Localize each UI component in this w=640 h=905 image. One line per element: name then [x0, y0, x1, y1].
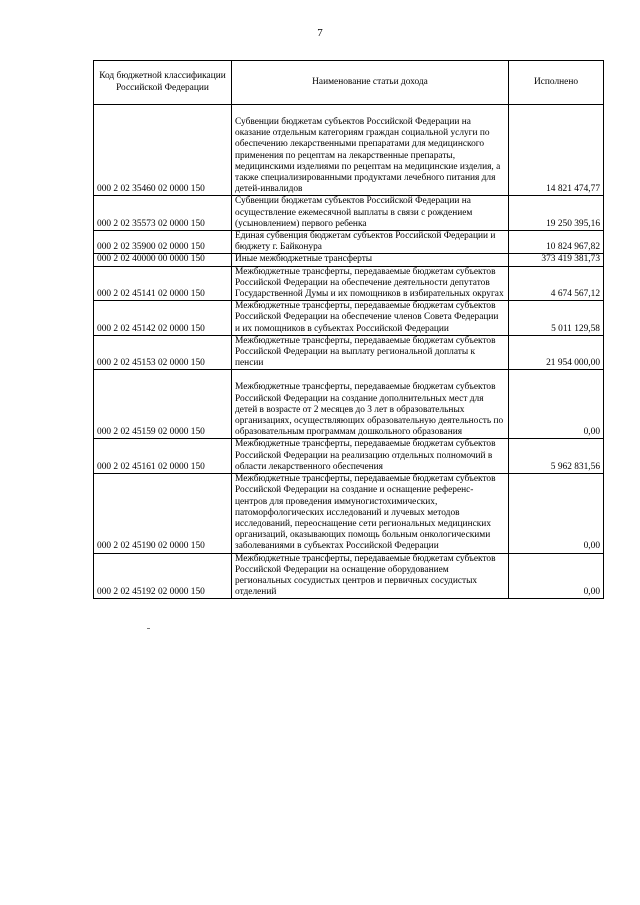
row-name: Межбюджетные трансферты, передаваемые бюджетам субъектов Российской Федерации на обеспечение деятельности депутатов Государственной Думы и их помощников в избирательных округах [232, 266, 509, 301]
row-code: 000 2 02 35460 02 0000 150 [94, 105, 232, 196]
row-name: Межбюджетные трансферты, передаваемые бюджетам субъектов Российской Федерации на обеспечение членов Совета Федерации и их помощников в субъектах Российской Федерации [232, 301, 509, 336]
table-row [94, 105, 604, 196]
table-row [94, 231, 604, 254]
row-code: 000 2 02 45159 02 0000 150 [94, 370, 232, 439]
row-amount: 10 824 967,82 [509, 231, 604, 254]
row-code: 000 2 02 45141 02 0000 150 [94, 266, 232, 301]
table-row [94, 335, 604, 370]
row-name: Межбюджетные трансферты, передаваемые бюджетам субъектов Российской Федерации на реализацию отдельных полномочий в области лекарственного обеспечения [232, 439, 509, 474]
row-name: Межбюджетные трансферты, передаваемые бюджетам субъектов Российской Федерации на создание и оснащение референс-центров для проведения иммуногистохимических, патоморфологических исследований и лучевых методов исследований, переоснащение сети региональных медицинских организаций, оказывающих помощь больным онкологическими заболеваниями в субъектах Российской Федерации [232, 474, 509, 553]
row-code: 000 2 02 45190 02 0000 150 [94, 474, 232, 553]
row-name: Единая субвенция бюджетам субъектов Российской Федерации и бюджету г. Байконура [232, 231, 509, 254]
row-amount: 0,00 [509, 553, 604, 599]
header-name: Наименование статьи дохода [232, 61, 509, 105]
table-row [94, 370, 604, 439]
row-code: 000 2 02 45161 02 0000 150 [94, 439, 232, 474]
row-name: Межбюджетные трансферты, передаваемые бюджетам субъектов Российской Федерации на оснащение оборудованием региональных сосудистых центров и первичных сосудистых отделений [232, 553, 509, 599]
header-amount: Исполнено [509, 61, 604, 105]
row-code: 000 2 02 40000 00 0000 150 [94, 254, 232, 266]
row-amount: 5 962 831,56 [509, 439, 604, 474]
row-amount: 19 250 395,16 [509, 196, 604, 231]
row-amount: 373 419 381,73 [509, 254, 604, 266]
row-amount: 4 674 567,12 [509, 266, 604, 301]
row-name: Иные межбюджетные трансферты [232, 254, 509, 266]
row-amount: 5 011 129,58 [509, 301, 604, 336]
row-name: Субвенции бюджетам субъектов Российской Федерации на оказание отдельным категориям граждан социальной услуги по обеспечению лекарственными препаратами для медицинского применения по рецептам на лекарственные препараты, медицинскими изделиями по рецептам на медицинские изделия, а также специализированными продуктами лечебного питания для детей-инвалидов [232, 105, 509, 196]
row-code: 000 2 02 35900 02 0000 150 [94, 231, 232, 254]
budget-revenue-table [93, 60, 604, 599]
row-name: Межбюджетные трансферты, передаваемые бюджетам субъектов Российской Федерации на выплату региональной доплаты к пенсии [232, 335, 509, 370]
row-amount: 0,00 [509, 370, 604, 439]
table-row [94, 266, 604, 301]
page-number: 7 [317, 27, 323, 39]
table-row [94, 196, 604, 231]
row-name: Субвенции бюджетам субъектов Российской Федерации на осуществление ежемесячной выплаты в связи с рождением (усыновлением) первого ребенка [232, 196, 509, 231]
header-code: Код бюджетной классификации Российской Федерации [94, 61, 232, 105]
table-row [94, 301, 604, 336]
row-code: 000 2 02 35573 02 0000 150 [94, 196, 232, 231]
row-code: 000 2 02 45142 02 0000 150 [94, 301, 232, 336]
row-code: 000 2 02 45153 02 0000 150 [94, 335, 232, 370]
row-name: Межбюджетные трансферты, передаваемые бюджетам субъектов Российской Федерации на создание дополнительных мест для детей в возрасте от 2 месяцев до 3 лет в образовательных организациях, осуществляющих образовательную деятельность по образовательным программам дошкольного образования [232, 370, 509, 439]
row-amount: 21 954 000,00 [509, 335, 604, 370]
scan-speck [147, 628, 150, 629]
table-row [94, 553, 604, 599]
row-code: 000 2 02 45192 02 0000 150 [94, 553, 232, 599]
table-row [94, 439, 604, 474]
table-row [94, 254, 604, 266]
table-header-row [94, 61, 604, 105]
table-row [94, 474, 604, 553]
row-amount: 14 821 474,77 [509, 105, 604, 196]
row-amount: 0,00 [509, 474, 604, 553]
